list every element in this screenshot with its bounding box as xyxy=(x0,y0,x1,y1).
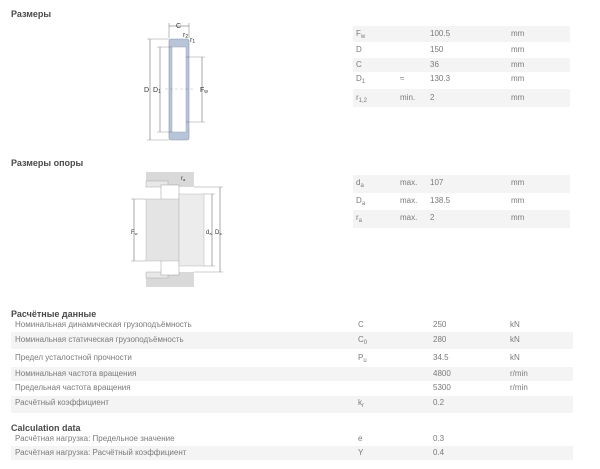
symbol: $P_u$ xyxy=(358,353,367,364)
unit: mm xyxy=(511,196,525,205)
symbol: Y xyxy=(358,448,364,457)
value: 107 xyxy=(430,178,444,187)
unit: kN xyxy=(510,353,520,362)
section-title-dimensions: Размеры xyxy=(11,9,52,19)
unit: r/min xyxy=(510,383,528,392)
value: 0.3 xyxy=(433,434,445,443)
symbol: $k_r$ xyxy=(358,398,364,409)
symbol: $F_w$ xyxy=(356,29,366,40)
value: 250 xyxy=(433,320,447,329)
table-row xyxy=(11,381,573,396)
table-row xyxy=(11,349,573,367)
unit: mm xyxy=(511,29,525,38)
symbol: C xyxy=(356,60,362,69)
unit: mm xyxy=(511,45,525,54)
table-row xyxy=(353,210,570,228)
svg-text:ra: ra xyxy=(181,176,186,182)
unit: mm xyxy=(511,60,525,69)
unit: mm xyxy=(511,178,525,187)
table-row xyxy=(353,58,570,72)
svg-text:Fw: Fw xyxy=(131,230,138,236)
section-title-calc: Расчётные данные xyxy=(11,309,97,319)
svg-text:r1: r1 xyxy=(190,37,196,45)
table-row xyxy=(353,175,570,193)
table-row xyxy=(11,367,573,381)
svg-text:D: D xyxy=(144,87,150,94)
value: 2 xyxy=(430,213,435,222)
section-title-abutment: Размеры опоры xyxy=(11,158,84,168)
table-row xyxy=(353,89,570,107)
calc-en-table xyxy=(11,432,573,460)
svg-text:C: C xyxy=(176,23,182,30)
value: 100.5 xyxy=(430,29,451,38)
value: 0.4 xyxy=(433,448,445,457)
table-row xyxy=(353,193,570,210)
table-row xyxy=(11,432,573,446)
svg-text:Fw: Fw xyxy=(200,87,208,95)
bearing-dimensions-diagram xyxy=(135,18,210,143)
label: Номинальная частота вращения xyxy=(15,369,137,378)
calc-table xyxy=(11,318,573,413)
label: Расчётная нагрузка: Расчётный коэффициент xyxy=(15,448,187,457)
symbol: $D_a$ xyxy=(356,196,366,207)
symbol: $d_a$ xyxy=(356,178,364,189)
label: Номинальная статическая грузоподъёмность xyxy=(15,335,184,344)
value: 4800 xyxy=(433,369,451,378)
table-row xyxy=(353,26,570,42)
qualifier: max. xyxy=(400,178,418,187)
table-row xyxy=(11,332,573,349)
value: 34.5 xyxy=(433,353,449,362)
qualifier: ≈ xyxy=(400,74,405,83)
symbol: C xyxy=(358,320,364,329)
label: Расчётная нагрузка: Предельное значение xyxy=(15,434,175,443)
symbol: D xyxy=(356,45,362,54)
dimensions-table xyxy=(353,26,570,107)
unit: kN xyxy=(510,335,520,344)
label: Номинальная динамическая грузоподъёмность xyxy=(15,320,192,329)
value: 150 xyxy=(430,45,444,54)
unit: r/min xyxy=(510,369,528,378)
value: 138.5 xyxy=(430,196,451,205)
abutment-diagram xyxy=(125,172,230,288)
value: 2 xyxy=(430,93,435,102)
value: 36 xyxy=(430,60,439,69)
unit: kN xyxy=(510,320,520,329)
table-row xyxy=(11,446,573,460)
table-row xyxy=(11,318,573,332)
table-row xyxy=(11,396,573,413)
value: 0.2 xyxy=(433,398,445,407)
symbol: $C_0$ xyxy=(358,335,368,346)
svg-text:r2: r2 xyxy=(183,32,189,40)
abutment-table xyxy=(353,175,570,228)
symbol: e xyxy=(358,434,363,443)
unit: mm xyxy=(511,93,525,102)
label: Предел усталостной прочности xyxy=(15,353,132,362)
qualifier: min. xyxy=(400,93,416,102)
value: 280 xyxy=(433,335,447,344)
unit: mm xyxy=(511,74,525,83)
svg-text:da: da xyxy=(206,230,212,236)
svg-text:Da: Da xyxy=(215,230,222,236)
qualifier: max. xyxy=(400,196,418,205)
section-title-calc-en: Calculation data xyxy=(11,423,81,433)
label: Предельная частота вращения xyxy=(15,383,131,392)
symbol: $r_{1,2}$ xyxy=(356,93,368,104)
table-row xyxy=(353,72,570,89)
value: 5300 xyxy=(433,383,451,392)
label: Расчётный коэффициент xyxy=(15,398,109,407)
svg-text:D1: D1 xyxy=(153,87,161,95)
value: 130.3 xyxy=(430,74,451,83)
symbol: $D_1$ xyxy=(356,74,366,85)
unit: mm xyxy=(511,213,525,222)
qualifier: max. xyxy=(400,213,418,222)
table-row xyxy=(353,42,570,58)
symbol: $r_a$ xyxy=(356,213,363,224)
